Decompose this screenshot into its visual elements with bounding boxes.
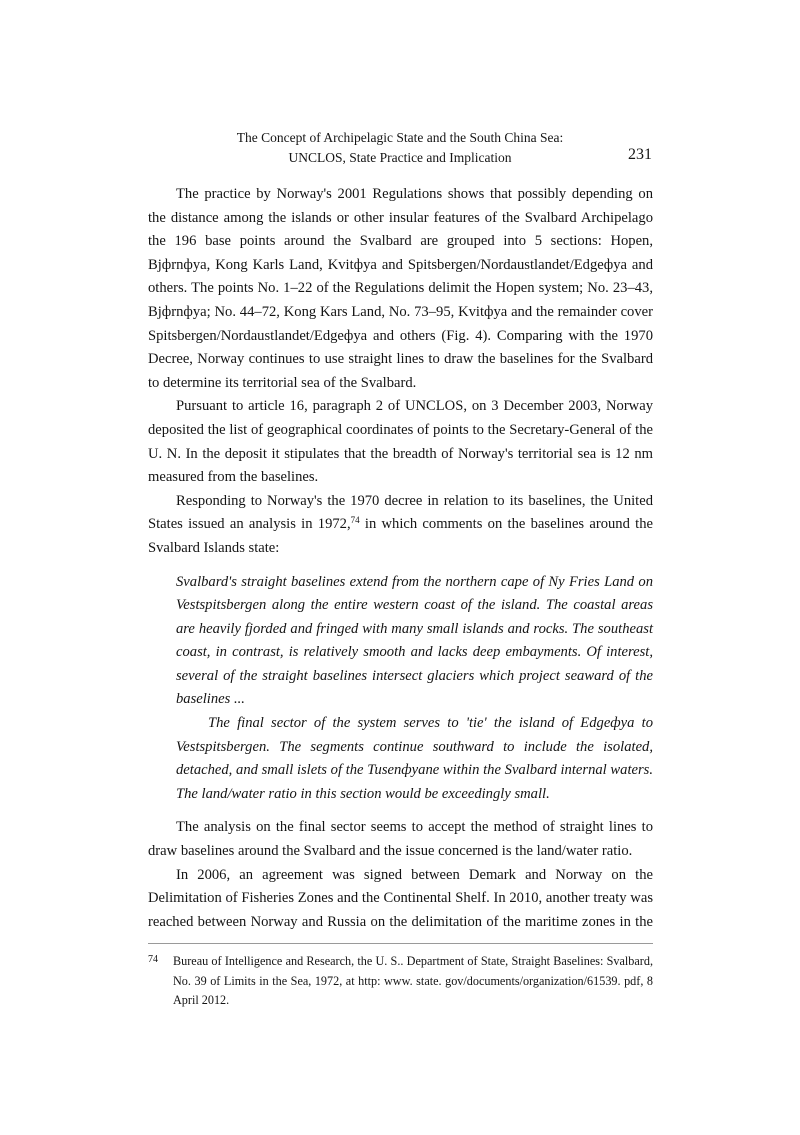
paragraph-text: in which comments on the baselines around the Svalbard Islands state: — [148, 516, 653, 556]
quote-paragraph: Svalbard's straight baselines extend from the northern cape of Ny Fries Land on Vestspitsbergen along the entire western coast of the island. The coastal areas are heavily fjorded and fringed with many small islands and rocks. The southeast coast, in contrast, is relatively smooth and lacks deep embayments. Of interest, several of the straight baselines intersect glaciers which project seaward of the baselines ... — [176, 573, 653, 708]
running-head-subtitle: UNCLOS, State Practice and Implication — [288, 150, 512, 165]
quote-paragraph: The final sector of the system serves to 'tie' the island of Edgeфya to Vestspitsbergen. The segments continue southward to include the isolated, detached, and small islets of the Tusenфyane within the Svalbard internal waters. The land/water ratio in this section would be exceedingly small. — [176, 715, 653, 802]
running-head-title: The Concept of Archipelagic State and the South China Sea: — [236, 130, 564, 145]
footnote-divider — [148, 943, 653, 944]
paragraph: The analysis on the final sector seems to accept the method of straight lines to draw baselines around the Svalbard and the issue concerned is the land/water ratio. — [148, 819, 653, 860]
paragraph-text: Responding to Norway's the 1970 decree in relation to its baselines, the United States issued an analysis in 1972, — [148, 492, 653, 533]
paragraph: Pursuant to article 16, paragraph 2 of UNCLOS, on 3 December 2003, Norway deposited the list of geographical coordinates of points to the Secretary-General of the U. N. In the deposit it stipulates that the breadth of Norway's territorial sea is 12 nm measured from the baselines. — [148, 398, 653, 486]
footnote-reference: 74 — [350, 515, 360, 526]
footnote-text: Bureau of Intelligence and Research, the U. S.. Department of State, Straight Baselines: Svalbard, No. 39 of Limits in the Sea, 1972, at http: www. state. gov/documents/organization/61539. pdf, 8 April 2012. — [173, 954, 653, 1007]
paragraph: The practice by Norway's 2001 Regulations shows that possibly depending on the distance among the islands or other insular features of the Svalbard Archipelago the 196 base points around the Svalbard are grouped into 5 sections: Hopen, Bjфrnфya, Kong Karls Land, Kvitфya and Spitsbergen/Nordaustlandet/Edgeфya and others. The points No. 1–22 of the Regulations delimit the Hopen system; No. 23–43, Bjфrnфya; No. 44–72, Kong Kars Land, No. 73–95, Kvitфya and the remainder cover Spitsbergen/Nordaustlandet/Edgeфya and others (Fig. 4). Comparing with the 1970 Decree, Norway continues to use straight lines to draw the baselines for the Svalbard to determine its territorial sea of the Svalbard. — [148, 186, 653, 391]
paragraph: In 2006, an agreement was signed between Demark and Norway on the Delimitation of Fisheries Zones and the Continental Shelf. In 2010, another treaty was reached between Norway and Russia on the delimitation of the maritime zones in the — [148, 866, 653, 930]
running-head — [150, 128, 650, 168]
paragraph — [148, 490, 653, 561]
block-quote — [176, 571, 653, 807]
body-text — [148, 183, 653, 934]
page-number: 231 — [628, 146, 652, 163]
footnote-number: 74 — [148, 954, 158, 965]
footnote — [148, 952, 653, 1011]
